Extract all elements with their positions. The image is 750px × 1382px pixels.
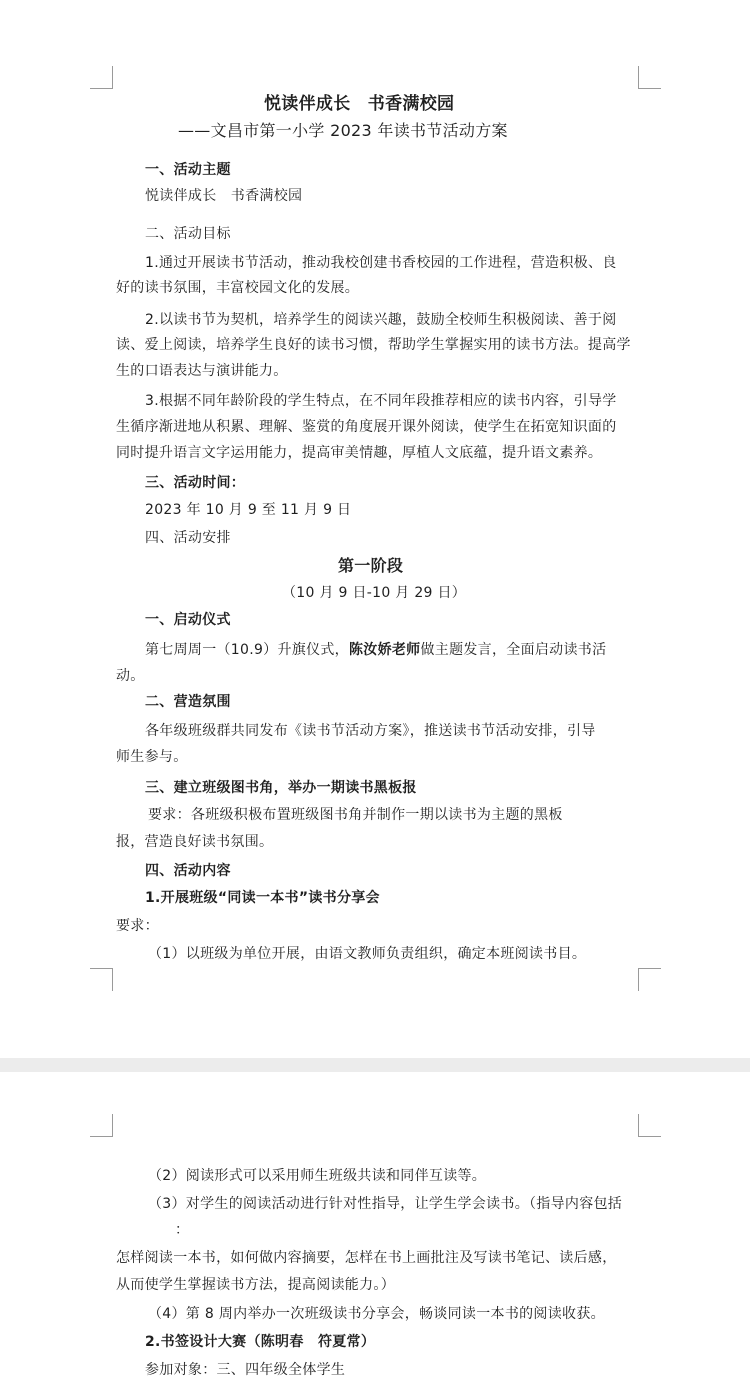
paragraph-line: 生的口语表达与演讲能力。 [116, 363, 288, 379]
paragraph-line: （2）阅读形式可以采用师生班级共读和同伴互读等。 [148, 1168, 487, 1184]
phase-dates: （10 月 9 日-10 月 29 日） [282, 585, 467, 601]
page-separator [0, 1058, 750, 1072]
subsection-heading: 一、启动仪式 [145, 612, 231, 628]
paragraph-line [145, 640, 606, 660]
paragraph-line: 同时提升语言文字运用能力，提高审美情趣，厚植人文底蕴，提升语文素养。 [116, 445, 603, 461]
paragraph-line: 各年级班级群共同发布《读书节活动方案》，推送读书节活动安排，引导 [145, 723, 596, 739]
section-heading: 四、活动安排 [145, 530, 231, 546]
paragraph-line: （1）以班级为单位开展，由语文教师负责组织，确定本班阅读书目。 [148, 946, 587, 962]
paragraph-line: 1.通过开展读书节活动，推动我校创建书香校园的工作进程，营造积极、良 [145, 255, 617, 271]
paragraph-text: 第七周周一（10.9）升旗仪式， [145, 642, 349, 658]
corner-mark-bottom-right [638, 968, 661, 991]
paragraph-line: 怎样阅读一本书，如何做内容摘要，怎样在书上画批注及写读书笔记、读后感， [116, 1250, 617, 1266]
subsection-heading: 四、活动内容 [145, 863, 231, 879]
subsection-heading: 三、建立班级图书角，举办一期读书黑板报 [145, 780, 417, 796]
paragraph-line: 师生参与。 [116, 749, 188, 765]
paragraph-line: （4）第 8 周内举办一次班级读书分享会，畅谈同读一本书的阅读收获。 [148, 1306, 605, 1322]
paragraph-line: （3）对学生的阅读活动进行针对性指导，让学生学会读书。（指导内容包括 [148, 1196, 623, 1212]
paragraph-line: ： [175, 1222, 190, 1238]
document-subtitle: ——文昌市第一小学 2023 年读书节活动方案 [178, 121, 508, 140]
phase-title: 第一阶段 [338, 556, 404, 575]
activity-heading: 2.书签设计大赛（陈明春 符夏常） [145, 1334, 376, 1350]
paragraph-line: 悦读伴成长 书香满校园 [145, 188, 303, 204]
paragraph-line: 好的读书氛围，丰富校园文化的发展。 [116, 280, 360, 296]
paragraph-line: 要求：各班级积极布置班级图书角并制作一期以读书为主题的黑板 [148, 807, 563, 823]
subsection-heading: 二、营造氛围 [145, 694, 231, 710]
corner-mark-top-left [90, 66, 113, 89]
paragraph-line: 生循序渐进地从积累、理解、鉴赏的角度展开课外阅读，使学生在拓宽知识面的 [116, 419, 617, 435]
paragraph-line: 要求： [116, 918, 159, 934]
document-page-2 [0, 1072, 750, 1382]
paragraph-text: 做主题发言，全面启动读书活 [420, 642, 607, 658]
document-title: 悦读伴成长 书香满校园 [264, 94, 455, 114]
activity-heading: 1.开展班级“同读一本书”读书分享会 [145, 890, 380, 906]
paragraph-line: 2.以读书节为契机，培养学生的阅读兴趣，鼓励全校师生积极阅读、善于阅 [145, 312, 617, 328]
section-heading: 一、活动主题 [145, 162, 231, 178]
paragraph-line: 2023 年 10 月 9 至 11 月 9 日 [145, 502, 352, 518]
paragraph-line: 读、爱上阅读，培养学生良好的读书习惯，帮助学生掌握实用的读书方法。提高学 [116, 337, 631, 353]
paragraph-line: 参加对象：三、四年级全体学生 [145, 1362, 346, 1378]
teacher-name: 陈汝娇老师 [348, 642, 421, 658]
corner-mark-top-left [90, 1114, 113, 1137]
corner-mark-bottom-left [90, 968, 113, 991]
paragraph-line: 动。 [116, 668, 145, 684]
corner-mark-top-right [638, 1114, 661, 1137]
corner-mark-top-right [638, 66, 661, 89]
section-heading: 三、活动时间： [145, 475, 246, 491]
section-heading: 二、活动目标 [145, 226, 231, 242]
paragraph-line: 从而使学生掌握读书方法，提高阅读能力。） [116, 1277, 395, 1293]
paragraph-line: 3.根据不同年龄阶段的学生特点，在不同年段推荐相应的读书内容，引导学 [145, 393, 617, 409]
paragraph-line: 报，营造良好读书氛围。 [116, 834, 274, 850]
